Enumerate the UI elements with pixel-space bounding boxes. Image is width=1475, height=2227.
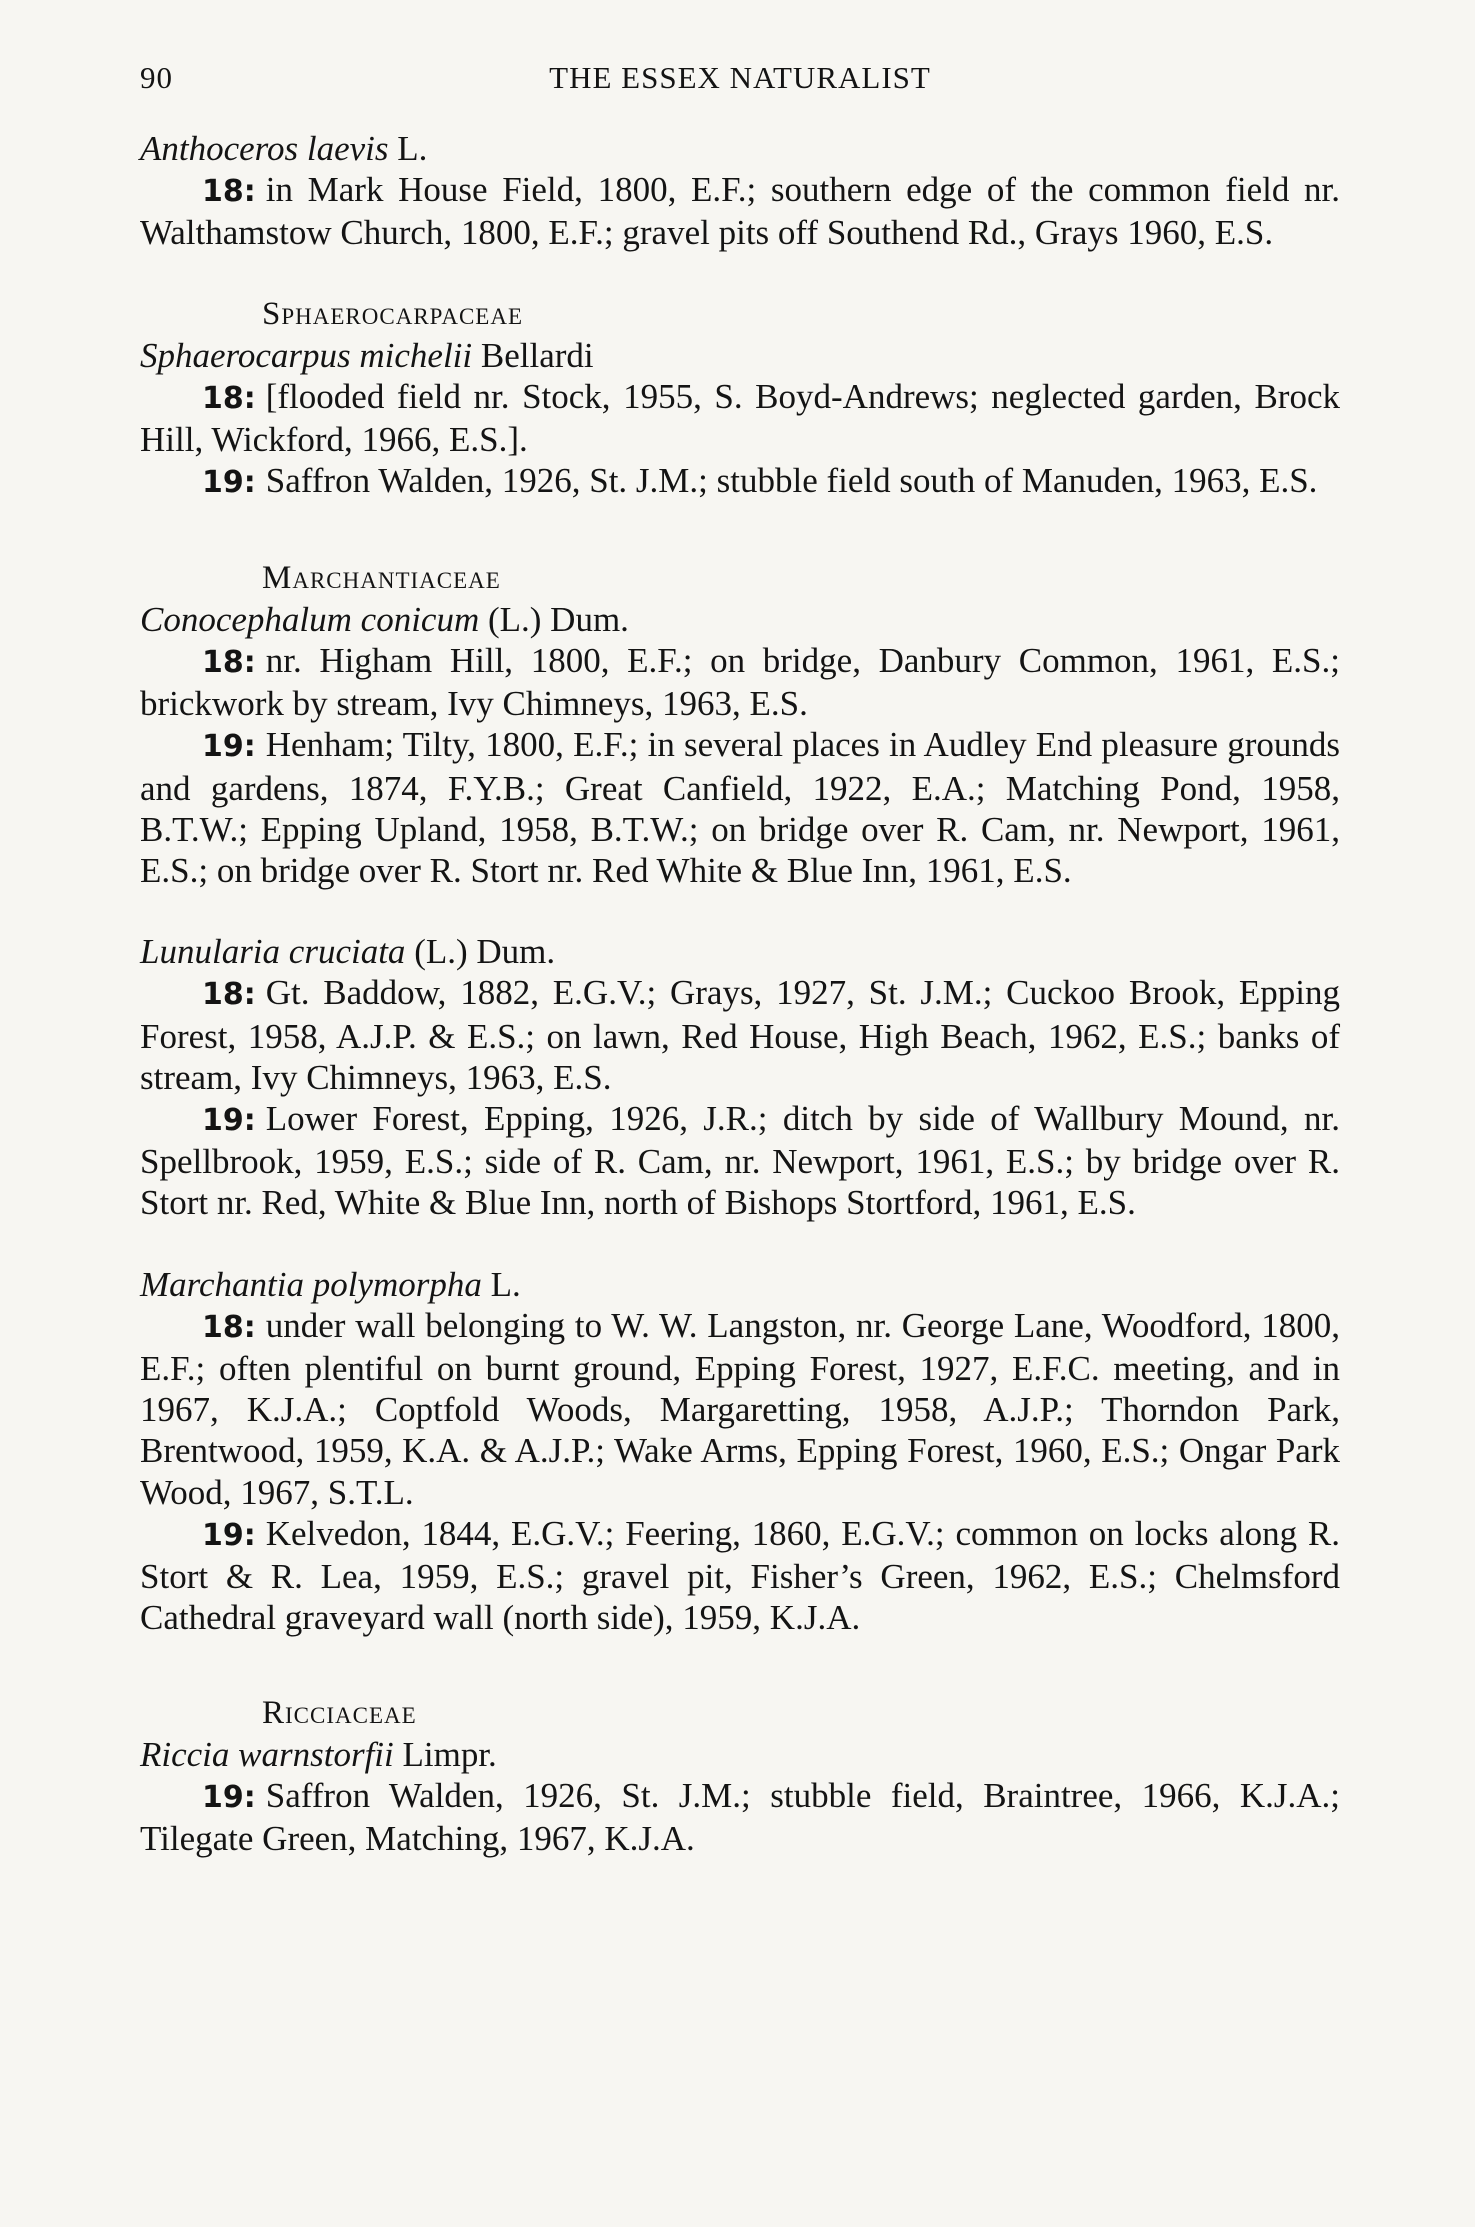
species-authority: (L.) Dum. bbox=[414, 932, 556, 972]
species-heading-marchantia bbox=[140, 1264, 1340, 1305]
species-name: Conocephalum conicum bbox=[140, 599, 480, 639]
species-name: Sphaerocarpus michelii bbox=[140, 335, 473, 375]
vice-county-number: 19: bbox=[202, 1517, 256, 1553]
vice-county-number: 19: bbox=[202, 1779, 256, 1815]
record-vc19 bbox=[140, 460, 1340, 503]
species-authority: L. bbox=[490, 1264, 521, 1304]
family-heading-ricciaceae: Ricciaceae bbox=[262, 1694, 417, 1731]
record-vc18 bbox=[140, 376, 1340, 460]
page bbox=[140, 0, 1340, 2227]
species-authority: Limpr. bbox=[402, 1734, 497, 1774]
vice-county-number: 18: bbox=[202, 1309, 256, 1345]
record-vc19 bbox=[140, 1098, 1340, 1224]
record-vc18 bbox=[140, 640, 1340, 724]
record-vc19 bbox=[140, 724, 1340, 891]
record-text: Gt. Baddow, 1882, E.G.V.; Grays, 1927, St. J.M.; Cuckoo Brook, Epping Forest, 1958, A.J.P. & E.S.; on lawn, Red House, High Beach, 1962, E.S.; banks of stream, Ivy Chimneys, 1963, E.S. bbox=[140, 973, 1340, 1097]
species-name: Riccia warnstorfii bbox=[140, 1734, 394, 1774]
record-vc18 bbox=[140, 169, 1340, 253]
record-vc18 bbox=[140, 1305, 1340, 1513]
journal-title: THE ESSEX NATURALIST bbox=[549, 60, 931, 95]
article-body bbox=[140, 128, 1340, 1859]
species-heading-anthoceros bbox=[140, 128, 1340, 169]
record-vc19 bbox=[140, 1775, 1340, 1859]
species-name: Anthoceros laevis bbox=[140, 129, 389, 168]
species-heading-sphaerocarpus bbox=[140, 335, 1340, 376]
record-vc18 bbox=[140, 972, 1340, 1098]
vice-county-number: 18: bbox=[202, 977, 256, 1013]
record-text: in Mark House Field, 1800, E.F.; southern edge of the common field nr. Walthamstow Church, 1800, E.F.; gravel pits off Southend Rd., Grays 1960, E.S. bbox=[140, 170, 1340, 253]
vice-county-number: 18: bbox=[202, 381, 256, 417]
species-heading-conocephalum bbox=[140, 599, 1340, 640]
species-heading-riccia bbox=[140, 1734, 1340, 1775]
record-text: Henham; Tilty, 1800, E.F.; in several places in Audley End pleasure grounds and gardens, 1874, F.Y.B.; Great Canfield, 1922, E.A.; Matching Pond, 1958, B.T.W.; Epping Upland, 1958, B.T.W.; on bridge over R. Cam, nr. Newport, 1961, E.S.; on bridge over R. Stort nr. Red White & Blue Inn, 1961, E.S. bbox=[140, 725, 1340, 891]
vice-county-number: 18: bbox=[202, 645, 256, 681]
species-name: Lunularia cruciata bbox=[140, 932, 406, 972]
vice-county-number: 19: bbox=[202, 1103, 256, 1139]
record-vc19 bbox=[140, 1513, 1340, 1639]
family-heading-sphaerocarpaceae: Sphaerocarpaceae bbox=[262, 295, 523, 332]
record-text: under wall belonging to W. W. Langston, nr. George Lane, Woodford, 1800, E.F.; often plentiful on burnt ground, Epping Forest, 1927, E.F.C. meeting, and in 1967, K.J.A.; Coptfold Woods, Margaretting, 1958, A.J.P.; Thorndon Park, Brentwood, 1959, K.A. & A.J.P.; Wake Arms, Epping Forest, 1960, E.S.; Ongar Park Wood, 1967, S.T.L. bbox=[140, 1305, 1340, 1512]
vice-county-number: 19: bbox=[202, 465, 256, 501]
species-authority: Bellardi bbox=[480, 335, 594, 375]
record-text: Saffron Walden, 1926, St. J.M.; stubble field, Braintree, 1966, K.J.A.; Tilegate Green, Matching, 1967, K.J.A. bbox=[140, 1775, 1340, 1859]
running-head bbox=[140, 60, 1340, 100]
species-heading-lunularia bbox=[140, 931, 1340, 972]
record-text: nr. Higham Hill, 1800, E.F.; on bridge, Danbury Common, 1961, E.S.; brickwork by stream, Ivy Chimneys, 1963, E.S. bbox=[140, 641, 1340, 724]
vice-county-number: 19: bbox=[202, 729, 256, 765]
species-authority: L. bbox=[397, 129, 428, 168]
species-name: Marchantia polymorpha bbox=[140, 1264, 482, 1304]
family-heading-marchantiaceae: Marchantiaceae bbox=[262, 559, 501, 596]
page-number: 90 bbox=[140, 60, 173, 95]
record-text: [flooded field nr. Stock, 1955, S. Boyd-Andrews; neglected garden, Brock Hill, Wickford, 1966, E.S.]. bbox=[140, 377, 1340, 460]
vice-county-number: 18: bbox=[202, 174, 256, 210]
record-text: Kelvedon, 1844, E.G.V.; Feering, 1860, E.G.V.; common on locks along R. Stort & R. Lea, 1959, E.S.; gravel pit, Fisher’s Green, 1962, E.S.; Chelmsford Cathedral graveyard wall (north side), 1959, K.J.A. bbox=[140, 1513, 1340, 1638]
record-text: Lower Forest, Epping, 1926, J.R.; ditch by side of Wallbury Mound, nr. Spellbrook, 1959, E.S.; side of R. Cam, nr. Newport, 1961, E.S.; by bridge over R. Stort nr. Red, White & Blue Inn, north of Bishops Stortford, 1961, E.S. bbox=[140, 1099, 1340, 1223]
record-text: Saffron Walden, 1926, St. J.M.; stubble field south of Manuden, 1963, E.S. bbox=[265, 461, 1318, 501]
species-authority: (L.) Dum. bbox=[487, 599, 629, 639]
